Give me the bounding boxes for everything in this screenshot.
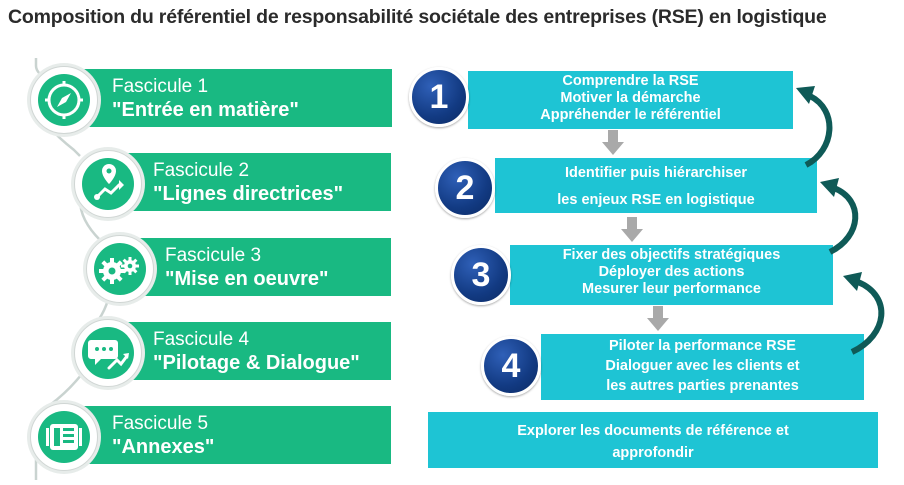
step-2-box (495, 158, 817, 213)
step-1-badge: 1 (409, 67, 469, 127)
step-2-badge: 2 (435, 158, 495, 218)
fascicule-1-name: "Entrée en matière" (112, 99, 299, 121)
step-1-line-3: Appréhender le référentiel (540, 107, 721, 123)
chat-chart-icon (75, 320, 141, 386)
step-3-line-1: Fixer des objectifs stratégiques (562, 247, 781, 263)
step-3-line-3: Mesurer leur performance (582, 281, 761, 297)
step-1-box (468, 71, 793, 129)
documents-icon (31, 404, 97, 470)
map-route-icon (75, 151, 141, 217)
fascicule-4-badge (74, 319, 142, 387)
gears-icon (87, 236, 153, 302)
step-4-line-1: Piloter la performance RSE (609, 338, 796, 354)
step-3-box (510, 245, 833, 305)
fascicule-5-number: Fascicule 5 (112, 413, 209, 434)
down-arrow-1 (602, 130, 624, 156)
down-arrow-2 (621, 217, 643, 243)
fascicule-1-number: Fascicule 1 (112, 76, 209, 97)
fascicule-2-name: "Lignes directrices" (153, 183, 344, 205)
fascicule-1-badge (30, 66, 98, 134)
step-5-line-1: Explorer les documents de référence et (517, 423, 789, 439)
step-5-box (428, 412, 878, 468)
fascicule-2-badge (74, 150, 142, 218)
page-title: Composition du référentiel de responsabilité sociétale des entreprises (RSE) en logistique (8, 6, 827, 28)
fascicule-5-badge (30, 403, 98, 471)
step-4-badge: 4 (481, 336, 541, 396)
step-2-line-2: les enjeux RSE en logistique (557, 192, 755, 208)
fascicule-3-number: Fascicule 3 (165, 245, 262, 266)
step-4-line-2: Dialoguer avec les clients et (605, 358, 800, 374)
step-2-line-1: Identifier puis hiérarchiser (564, 165, 748, 181)
fascicule-4-name: "Pilotage & Dialogue" (153, 352, 360, 374)
step-5-line-2: approfondir (612, 445, 694, 461)
step-3-line-2: Déployer des actions (598, 264, 745, 280)
fascicule-5-bar (55, 406, 391, 464)
step-1-line-1: Comprendre la RSE (562, 73, 699, 89)
down-arrow-3 (647, 306, 669, 332)
fascicule-2-number: Fascicule 2 (153, 160, 250, 181)
fascicule-3-name: "Mise en oeuvre" (165, 268, 329, 290)
step-4-line-3: les autres parties prenantes (606, 378, 799, 394)
fascicule-4-number: Fascicule 4 (153, 329, 250, 350)
step-4-box (541, 334, 864, 400)
fascicule-5-name: "Annexes" (112, 436, 215, 458)
step-3-badge: 3 (451, 245, 511, 305)
step-1-line-2: Motiver la démarche (560, 90, 701, 106)
compass-icon (31, 67, 97, 133)
fascicule-3-badge (86, 235, 154, 303)
